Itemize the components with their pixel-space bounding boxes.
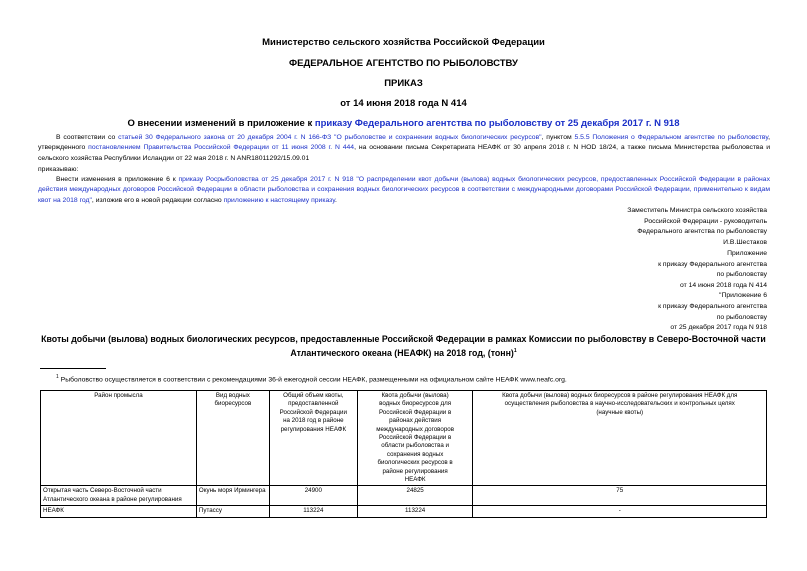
appendix-link[interactable]: приложению к настоящему приказу (223, 196, 335, 204)
signature-line: Федерального агентства по рыболовству (637, 228, 767, 236)
signature-line: Российской Федерации - руководитель (644, 217, 767, 225)
order-text-3: . (334, 196, 337, 204)
resolution-link[interactable]: постановлением Правительства Российской Федерации от 11 июня 2008 г. N 444 (88, 144, 355, 152)
header-total: Общий объем квоты, предоставленной Российской Федерации на 2018 год в районе регулирования НЕАФК (269, 391, 357, 486)
regulation-link[interactable]: 5.5.5 Положения о Федеральном агентстве по рыболовству (574, 134, 769, 141)
appendix-line: от 14 июня 2018 года N 414 (679, 281, 767, 289)
cell-science: - (473, 506, 767, 517)
law-link[interactable]: статьей 30 Федерального закона от 20 декабря 2004 г. N 166-ФЗ "О рыболовстве и сохранении водных биологических ресурсов" (118, 134, 542, 141)
appendix-line: к приказу Федерального агентства (658, 260, 767, 268)
appendix-line: "Приложение 6 (719, 292, 767, 300)
footnote-text: Рыболовство осуществляется в соответствии с рекомендациями 36-й ежегодной сессии НЕАФК, размещенными на официальном сайте НЕАФК www.neafc.org. (60, 376, 567, 384)
doc-date-number: от 14 июня 2018 года N 414 (340, 98, 467, 109)
cell-species: Путассу (196, 506, 269, 517)
order-918-link[interactable]: приказу Росрыболовства от 25 декабря 2017 г. N 918 "О распределении квот добычи (вылова) водных биологических ресурсов, предоставленных Российской Федерации в районах действия международных договоров Российской Федерации в области рыболовства и сохранения водных биологических ресурсов в соответствии с международными договорами Российской Федерации, применительно к видам квот на 2018 год" (38, 176, 770, 204)
header-quota: Квота добычи (вылова) водных биоресурсов для Российской Федерации в районах действия международных договоров Российской Федерации в области рыболовства и сохранения водных биологических ресурсов в районе регулирования НЕАФК (357, 391, 473, 486)
subject-link[interactable]: приказу Федерального агентства по рыболовству от 25 декабря 2017 г. N 918 (314, 118, 680, 129)
footnote-divider (40, 368, 106, 369)
quota-table (40, 390, 767, 518)
appendix-line: к приказу Федерального агентства (658, 302, 767, 310)
footnote: $^1$ Рыболовство осуществляется в соответствии с рекомендациями 36-й ежегодной сессии НЕАФК, размещенными на официальном сайте НЕАФК www.neafc.org. (56, 374, 567, 384)
table-row (41, 506, 767, 517)
table-title: Квоты добычи (вылова) водных биологических ресурсов, предоставленные Российской Федерации в рамках Комиссии по рыболовству в Северо-Восточной части Атлантического океана (НЕАФК) на 2018 год, (тонн)$^1$ (41, 334, 766, 358)
doc-subject (0, 118, 807, 129)
subject-prefix: О внесении изменений в приложение к (127, 118, 315, 129)
order-text-1: Внести изменения в приложение 6 к (56, 176, 179, 183)
header-science: Квота добычи (вылова) водных биоресурсов в районе регулирования НЕАФК для осуществления рыболовства в научно-исследовательских и контрольных целях (научные квоты) (473, 391, 767, 486)
appendix-line: по рыболовству (716, 313, 767, 321)
header-species: Вид водных биоресурсов (196, 391, 269, 486)
signature-block (507, 206, 767, 248)
cell-total: 113224 (269, 506, 357, 517)
cell-science: 75 (473, 486, 767, 506)
header-area: Район промысла (41, 391, 197, 486)
agency-title: ФЕДЕРАЛЬНОЕ АГЕНТСТВО ПО РЫБОЛОВСТВУ (289, 58, 518, 69)
cell-total: 24900 (269, 486, 357, 506)
preamble-text-1: В соответствии со (56, 134, 119, 141)
table-title-text: Квоты добычи (вылова) водных биологических ресурсов, предоставленные Российской Федерации в рамках Комиссии по рыболовству в Северо-Восточной части Атлантического океана (НЕАФК) на 2018 год, (тонн) (41, 334, 766, 358)
appendix-line: Приложение (727, 250, 767, 257)
appendix-line: от 25 декабря 2017 года N 918 (670, 324, 767, 332)
signatory-name: И.В.Шестаков (723, 238, 767, 246)
cell-species: Окунь моря Ирмингера (196, 486, 269, 506)
order-text-2: , изложив его в новой редакции согласно (91, 196, 224, 204)
preamble-text-2: , пунктом (541, 134, 575, 141)
order-word: приказываю: (38, 166, 79, 173)
appendix-header (507, 249, 767, 334)
preamble-text-3: , утвержденного (38, 134, 770, 152)
table-header-row (41, 391, 767, 486)
preamble-paragraph (38, 133, 770, 164)
order-paragraph (38, 175, 770, 206)
cell-quota: 24825 (357, 486, 473, 506)
doc-type: ПРИКАЗ (384, 78, 423, 89)
cell-area: Открытая часть Северо-Восточной части Атлантического океана в районе регулирования (41, 486, 197, 506)
appendix-line: по рыболовству (716, 271, 767, 279)
signature-line: Заместитель Министра сельского хозяйства (627, 207, 767, 214)
ministry-title: Министерство сельского хозяйства Российской Федерации (262, 37, 545, 48)
cell-area: НЕАФК (41, 506, 197, 517)
table-row (41, 486, 767, 506)
preamble-text-4: , на основании письма Секретариата НЕАФК от 30 апреля 2018 г. N HOD 18/24, а также письма Министерства рыболовства и сельского хозяйства Республики Исландии от 22 мая 2018 г. N ANR18011292/15.09.01 (38, 144, 770, 162)
cell-quota: 113224 (357, 506, 473, 517)
